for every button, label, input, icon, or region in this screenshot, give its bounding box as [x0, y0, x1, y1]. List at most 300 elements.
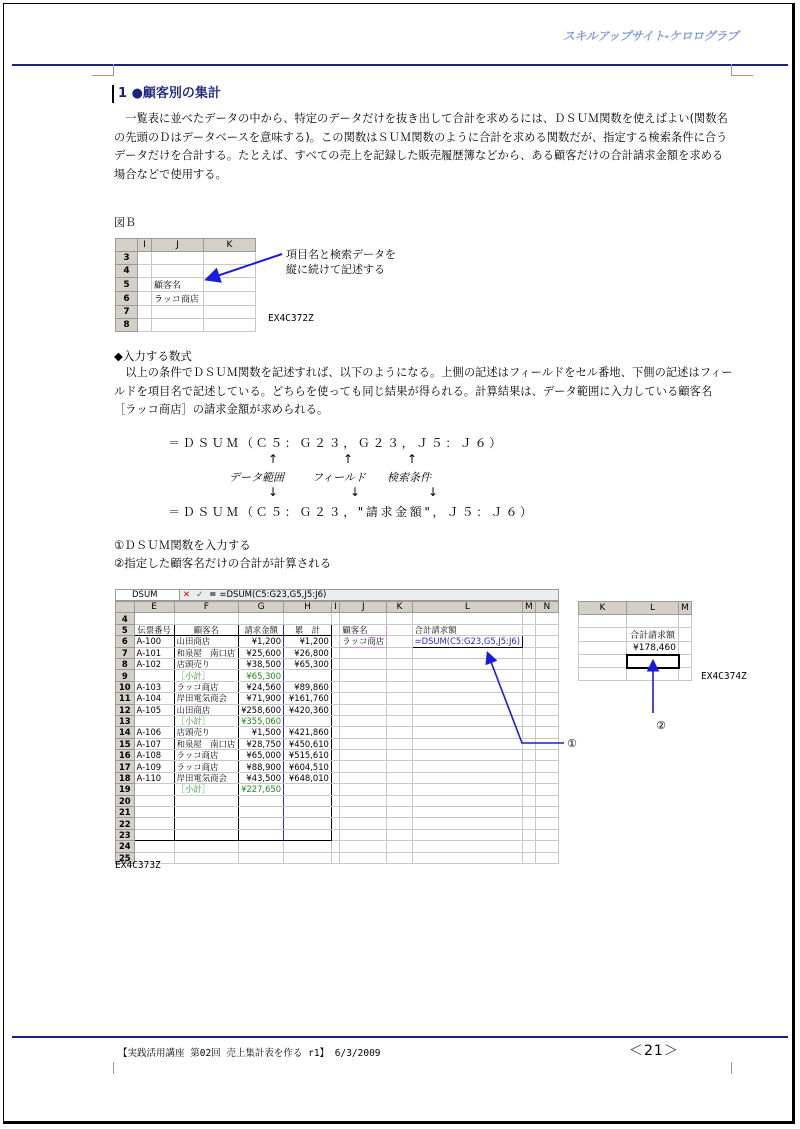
formula-field-name: ＝ＤＳＵＭ（Ｃ５：Ｇ２３，"請求金額"，Ｊ５：Ｊ６） [168, 505, 535, 519]
cell[interactable] [523, 772, 536, 783]
cell[interactable] [387, 807, 412, 818]
cell[interactable] [284, 841, 332, 852]
cell[interactable] [412, 761, 522, 772]
cell[interactable] [340, 704, 387, 715]
cell[interactable] [387, 795, 412, 806]
cell[interactable] [331, 738, 339, 749]
cell[interactable]: 店頭売り [174, 727, 238, 738]
cell[interactable] [331, 636, 339, 647]
cell[interactable] [340, 784, 387, 795]
cell[interactable] [535, 715, 558, 726]
cell[interactable] [412, 727, 522, 738]
cell[interactable] [340, 727, 387, 738]
brand-logo: スキルアップサイト-ケロログラブ [562, 29, 738, 43]
cell[interactable]: ¥65,000 [239, 750, 284, 761]
cell[interactable] [535, 670, 558, 681]
cell[interactable] [535, 841, 558, 852]
cell[interactable] [340, 681, 387, 692]
cell[interactable] [387, 647, 412, 658]
cell[interactable]: 和泉屋 南口店 [174, 738, 238, 749]
cell[interactable] [331, 829, 339, 840]
cell[interactable] [387, 841, 412, 852]
label-data-range: データ範囲 [229, 471, 284, 484]
table-row [116, 693, 559, 704]
subsection-title: ◆入力する数式 [114, 349, 192, 363]
cell[interactable] [535, 738, 558, 749]
cell[interactable] [387, 784, 412, 795]
cell[interactable] [174, 829, 238, 840]
cell[interactable] [239, 818, 284, 829]
cell[interactable]: A-107 [134, 738, 174, 749]
cell[interactable] [535, 647, 558, 658]
table-row [116, 306, 256, 319]
cell [152, 306, 204, 319]
cell[interactable] [523, 715, 536, 726]
figure-code: EX4C373Z [115, 860, 161, 871]
cell[interactable] [239, 795, 284, 806]
cell[interactable] [523, 852, 536, 863]
cell[interactable]: ¥1,200 [239, 636, 284, 647]
cell[interactable] [331, 670, 339, 681]
row-header: 19 [116, 784, 135, 795]
cell[interactable] [331, 818, 339, 829]
cell[interactable] [523, 829, 536, 840]
cell[interactable]: ［小計］ [174, 670, 238, 681]
cell[interactable] [284, 795, 332, 806]
cell[interactable]: ¥65,300 [239, 670, 284, 681]
cell[interactable] [535, 761, 558, 772]
cell[interactable] [387, 772, 412, 783]
cell[interactable] [331, 624, 339, 635]
cell[interactable] [284, 613, 332, 624]
row-header: 5 [116, 624, 135, 635]
step-item: ②指定した顧客名だけの合計が計算される [114, 556, 332, 570]
column-header: I [331, 602, 339, 613]
column-header: G [239, 602, 284, 613]
cell[interactable] [387, 704, 412, 715]
cell[interactable]: A-106 [134, 727, 174, 738]
result-sheet [578, 601, 692, 681]
cell [152, 319, 204, 332]
cell[interactable] [340, 738, 387, 749]
cell[interactable] [331, 852, 339, 863]
page-number: ＜21＞ [629, 1043, 679, 1059]
cell[interactable]: A-110 [134, 772, 174, 783]
cell[interactable] [134, 829, 174, 840]
table-row [116, 795, 559, 806]
cell[interactable] [174, 795, 238, 806]
header-rule [12, 64, 788, 66]
cell[interactable] [412, 704, 522, 715]
cell[interactable] [412, 693, 522, 704]
table-row [116, 750, 559, 761]
cell[interactable] [239, 829, 284, 840]
cell[interactable] [412, 738, 522, 749]
cell[interactable] [284, 784, 332, 795]
cell[interactable] [387, 613, 412, 624]
cell[interactable] [134, 784, 174, 795]
table-row [116, 715, 559, 726]
row-header: 23 [116, 829, 135, 840]
column-header: E [134, 602, 174, 613]
cell[interactable] [412, 784, 522, 795]
cell[interactable] [535, 658, 558, 669]
cell[interactable] [387, 852, 412, 863]
cell[interactable] [174, 818, 238, 829]
cell[interactable] [284, 807, 332, 818]
column-header: K [387, 602, 412, 613]
cell[interactable]: ¥43,500 [239, 772, 284, 783]
table-row [116, 829, 559, 840]
cell[interactable]: ¥71,900 [239, 693, 284, 704]
cell[interactable] [412, 772, 522, 783]
cell[interactable] [331, 647, 339, 658]
cell[interactable] [340, 658, 387, 669]
cell[interactable] [535, 829, 558, 840]
cell[interactable] [340, 841, 387, 852]
cell[interactable]: ¥161,760 [284, 693, 332, 704]
cell[interactable] [340, 750, 387, 761]
cell[interactable] [535, 795, 558, 806]
cell[interactable] [134, 807, 174, 818]
cell[interactable] [523, 658, 536, 669]
cell[interactable] [284, 829, 332, 840]
cell[interactable] [284, 818, 332, 829]
cell[interactable] [523, 681, 536, 692]
result-label: 合計請求額 [627, 628, 679, 642]
table-row [116, 319, 256, 332]
column-header: K [204, 239, 256, 252]
down-arrow-icon: ↓ [268, 485, 279, 499]
cell[interactable] [535, 852, 558, 863]
cell[interactable]: ¥89,860 [284, 681, 332, 692]
cell[interactable] [412, 818, 522, 829]
cell[interactable]: =DSUM(C5:G23,G5,J5:J6) [412, 636, 522, 647]
cell[interactable] [340, 613, 387, 624]
cell[interactable]: ラッコ商店 [174, 761, 238, 772]
row-header: 4 [116, 613, 135, 624]
cell[interactable]: 合計請求額 [412, 624, 522, 635]
cell[interactable] [387, 681, 412, 692]
cell[interactable]: 請求金額 [239, 624, 284, 635]
table-row [116, 727, 559, 738]
cell[interactable] [340, 693, 387, 704]
cell[interactable] [134, 670, 174, 681]
cell[interactable] [387, 670, 412, 681]
cell[interactable] [331, 761, 339, 772]
cell[interactable]: ¥648,010 [284, 772, 332, 783]
cell[interactable] [284, 715, 332, 726]
cell[interactable] [331, 750, 339, 761]
cell [152, 265, 204, 278]
cell[interactable]: A-100 [134, 636, 174, 647]
cell[interactable] [134, 795, 174, 806]
row-header: 16 [116, 750, 135, 761]
cell[interactable] [331, 704, 339, 715]
cell[interactable] [387, 636, 412, 647]
up-arrow-icon: ↑ [343, 452, 354, 466]
cell[interactable] [174, 807, 238, 818]
cell[interactable] [387, 693, 412, 704]
cell[interactable] [239, 807, 284, 818]
cell[interactable] [412, 647, 522, 658]
cell[interactable] [523, 784, 536, 795]
column-header: J [152, 239, 204, 252]
cell[interactable] [535, 624, 558, 635]
cell[interactable] [412, 613, 522, 624]
cell[interactable]: A-102 [134, 658, 174, 669]
cell[interactable]: ¥258,600 [239, 704, 284, 715]
row-header: 17 [116, 761, 135, 772]
cell[interactable] [523, 750, 536, 761]
row-header: 10 [116, 681, 135, 692]
cell[interactable] [239, 613, 284, 624]
cell[interactable] [523, 704, 536, 715]
cell[interactable]: ラッコ商店 [340, 636, 387, 647]
column-header: L [627, 602, 679, 615]
cell[interactable] [412, 829, 522, 840]
column-header-row [116, 602, 559, 613]
cell[interactable] [331, 727, 339, 738]
cell[interactable] [331, 784, 339, 795]
table-row [116, 704, 559, 715]
cell[interactable]: ¥28,750 [239, 738, 284, 749]
column-header: L [412, 602, 522, 613]
cell[interactable] [284, 670, 332, 681]
cell[interactable] [387, 727, 412, 738]
row-header: 6 [116, 636, 135, 647]
cell[interactable] [387, 750, 412, 761]
cell[interactable] [331, 715, 339, 726]
cell[interactable] [331, 681, 339, 692]
cell[interactable] [284, 852, 332, 863]
cell[interactable] [174, 852, 238, 863]
table-row [116, 265, 256, 278]
cell[interactable]: ¥420,360 [284, 704, 332, 715]
cell[interactable] [134, 818, 174, 829]
cell[interactable] [523, 727, 536, 738]
cell[interactable]: ［小計］ [174, 784, 238, 795]
column-header: I [138, 239, 152, 252]
result-value: ¥178,460 [627, 642, 679, 655]
cell[interactable] [387, 738, 412, 749]
cell[interactable] [523, 670, 536, 681]
cell[interactable] [387, 829, 412, 840]
cell[interactable]: ¥26,800 [284, 647, 332, 658]
cell[interactable]: ¥450,610 [284, 738, 332, 749]
cell[interactable] [340, 670, 387, 681]
cell[interactable] [331, 772, 339, 783]
cell[interactable]: ¥515,610 [284, 750, 332, 761]
cell[interactable] [412, 658, 522, 669]
cell[interactable]: ¥1,200 [284, 636, 332, 647]
table-row [116, 278, 256, 292]
cell[interactable]: 店頭売り [174, 658, 238, 669]
column-header: J [340, 602, 387, 613]
cell[interactable] [535, 681, 558, 692]
cell[interactable]: ¥355,060 [239, 715, 284, 726]
cell[interactable] [340, 818, 387, 829]
cell[interactable]: A-103 [134, 681, 174, 692]
cell[interactable]: A-108 [134, 750, 174, 761]
cell[interactable]: 和泉屋 南口店 [174, 647, 238, 658]
down-arrow-icon: ↓ [350, 485, 361, 499]
cell[interactable]: ¥65,300 [284, 658, 332, 669]
active-cell[interactable] [627, 655, 679, 668]
cell[interactable] [331, 795, 339, 806]
annotation-line: 項目名と検索データを [286, 248, 396, 261]
cell[interactable] [331, 693, 339, 704]
row-header: 4 [116, 265, 138, 278]
row-header: 3 [116, 252, 138, 265]
cell[interactable] [340, 795, 387, 806]
cell[interactable] [523, 636, 536, 647]
cell[interactable] [412, 715, 522, 726]
cell[interactable]: ラッコ商店 [174, 750, 238, 761]
cell[interactable] [535, 750, 558, 761]
up-arrow-icon: ↑ [268, 452, 279, 466]
cell[interactable] [523, 613, 536, 624]
cell[interactable] [535, 636, 558, 647]
column-header: N [535, 602, 558, 613]
cell[interactable] [174, 613, 238, 624]
cell[interactable] [387, 818, 412, 829]
cell[interactable]: ¥24,560 [239, 681, 284, 692]
cell[interactable]: ¥88,900 [239, 761, 284, 772]
cell[interactable]: A-101 [134, 647, 174, 658]
cell[interactable] [134, 715, 174, 726]
cell[interactable] [331, 613, 339, 624]
equals-icon[interactable]: = [209, 590, 217, 600]
figure-b-title: 図Ｂ [114, 216, 136, 229]
cell[interactable] [535, 784, 558, 795]
formula-text[interactable]: =DSUM(C5:G23,G5,J5:J6) [219, 590, 327, 600]
cell[interactable]: 伝票番号 [134, 624, 174, 635]
cell[interactable] [340, 715, 387, 726]
row-header: 14 [116, 727, 135, 738]
cell[interactable] [340, 852, 387, 863]
crop-mark [92, 1062, 114, 1074]
row-header: 21 [116, 807, 135, 818]
cell[interactable]: ¥25,600 [239, 647, 284, 658]
table-row [116, 772, 559, 783]
name-box[interactable]: DSUM [116, 590, 180, 600]
cell[interactable] [523, 795, 536, 806]
cell[interactable] [412, 670, 522, 681]
cell[interactable] [387, 658, 412, 669]
cell[interactable] [331, 658, 339, 669]
cell[interactable]: 山田商店 [174, 704, 238, 715]
cell[interactable]: ¥604,510 [284, 761, 332, 772]
cell[interactable] [535, 693, 558, 704]
cell [152, 252, 204, 265]
cell[interactable] [523, 738, 536, 749]
cell[interactable] [134, 841, 174, 852]
cell[interactable] [535, 613, 558, 624]
cell[interactable] [340, 829, 387, 840]
table-row [116, 852, 559, 863]
cell[interactable] [412, 681, 522, 692]
table-row [116, 624, 559, 635]
table-row [116, 252, 256, 265]
cell[interactable] [523, 647, 536, 658]
cell[interactable]: ¥38,500 [239, 658, 284, 669]
cell: ラッコ商店 [152, 292, 204, 306]
table-row [116, 658, 559, 669]
cell[interactable] [340, 647, 387, 658]
cell[interactable] [387, 715, 412, 726]
column-header: H [284, 602, 332, 613]
cell[interactable] [340, 761, 387, 772]
cell[interactable] [412, 807, 522, 818]
cell[interactable] [535, 704, 558, 715]
cell[interactable] [523, 807, 536, 818]
cell[interactable] [412, 852, 522, 863]
confirm-icon[interactable]: ✓ [196, 590, 204, 600]
cell[interactable]: 顧客名 [340, 624, 387, 635]
cell[interactable]: ¥1,500 [239, 727, 284, 738]
cell[interactable]: A-105 [134, 704, 174, 715]
cell[interactable]: ¥421,860 [284, 727, 332, 738]
table-row [116, 670, 559, 681]
cell[interactable] [134, 613, 174, 624]
table-row [116, 818, 559, 829]
cell[interactable] [340, 772, 387, 783]
cell[interactable] [535, 818, 558, 829]
cell[interactable]: 顧客名 [174, 624, 238, 635]
cell[interactable]: 山田商店 [174, 636, 238, 647]
cell[interactable] [331, 807, 339, 818]
cell[interactable]: 岸田電気商会 [174, 772, 238, 783]
cell[interactable]: A-109 [134, 761, 174, 772]
cell[interactable]: 岸田電気商会 [174, 693, 238, 704]
cell[interactable] [523, 693, 536, 704]
cell[interactable] [523, 841, 536, 852]
cell[interactable]: 累 計 [284, 624, 332, 635]
label-criteria: 検索条件 [387, 471, 431, 484]
cell[interactable] [535, 807, 558, 818]
cell[interactable]: ¥227,650 [239, 784, 284, 795]
cell[interactable] [412, 750, 522, 761]
cell[interactable] [340, 807, 387, 818]
cell[interactable]: ラッコ商店 [174, 681, 238, 692]
cell[interactable] [523, 761, 536, 772]
cell[interactable] [412, 841, 522, 852]
column-header: F [174, 602, 238, 613]
row-header: 8 [116, 319, 138, 332]
cell[interactable] [535, 772, 558, 783]
cell[interactable] [412, 795, 522, 806]
marker-one: ① [567, 737, 577, 750]
cell[interactable] [387, 624, 412, 635]
cell[interactable]: A-104 [134, 693, 174, 704]
cell[interactable] [174, 841, 238, 852]
formula-cell-ref: ＝ＤＳＵＭ（Ｃ５：Ｇ２３，Ｇ２３，Ｊ５：Ｊ６） [168, 436, 504, 450]
cell[interactable] [239, 841, 284, 852]
up-arrow-icon: ↑ [407, 452, 418, 466]
cell[interactable] [535, 727, 558, 738]
cell[interactable] [523, 624, 536, 635]
cell[interactable] [239, 852, 284, 863]
cell[interactable]: ［小計］ [174, 715, 238, 726]
cell[interactable] [523, 818, 536, 829]
formula-bar [115, 589, 559, 601]
table-row [116, 647, 559, 658]
cancel-icon[interactable]: ✕ [183, 590, 191, 600]
cell[interactable] [387, 761, 412, 772]
cell[interactable] [331, 841, 339, 852]
row-header: 7 [116, 647, 135, 658]
